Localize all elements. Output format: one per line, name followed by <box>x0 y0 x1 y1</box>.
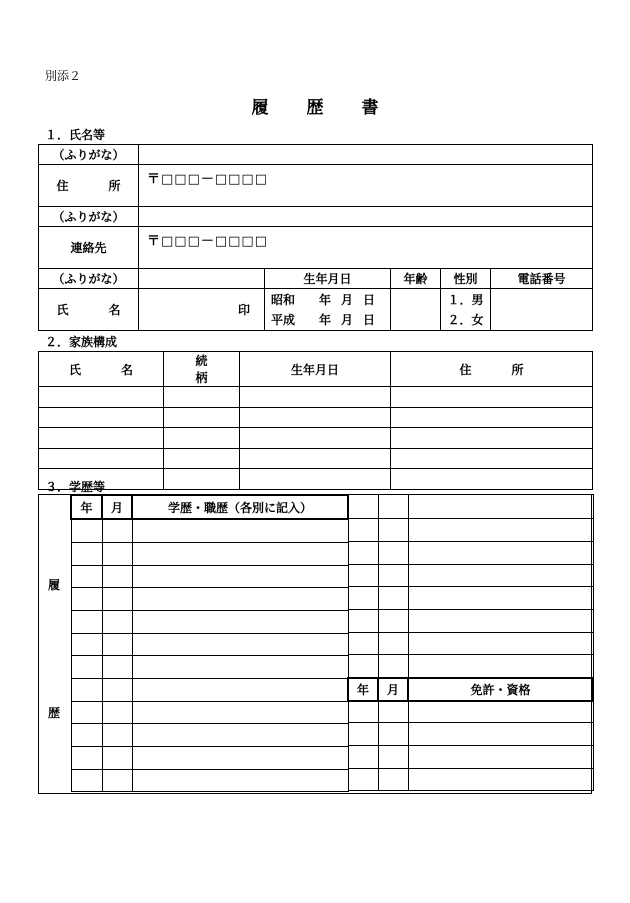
era-heisei: 平成 <box>271 312 296 327</box>
personal-info-table <box>38 144 593 331</box>
family-birth-header: 生年月日 <box>240 352 391 387</box>
table-row <box>348 587 593 610</box>
table-row <box>348 542 593 565</box>
table-row <box>39 428 593 449</box>
license-table <box>347 494 594 791</box>
address-label: 住 所 <box>39 165 139 207</box>
name-label: 氏 名 <box>39 289 139 331</box>
address-field[interactable]: 〒□□□－□□□□ <box>139 165 593 207</box>
table-row <box>348 723 593 746</box>
section2-heading: ２．家族構成 <box>45 335 118 349</box>
table-row <box>348 701 593 723</box>
gender-field[interactable] <box>441 289 491 331</box>
month-char: 月 <box>341 292 354 307</box>
contact-field[interactable]: 〒□□□－□□□□ <box>139 227 593 269</box>
license-detail-header: 免許・資格 <box>408 678 593 701</box>
family-name-header: 氏 名 <box>39 352 164 387</box>
family-table <box>38 351 593 490</box>
table-row <box>348 495 593 519</box>
day-char: 日 <box>363 292 376 307</box>
license-month-header: 月 <box>378 678 408 701</box>
table-row <box>39 408 593 428</box>
table-row <box>71 633 348 655</box>
table-row <box>71 587 348 610</box>
table-row <box>348 769 593 791</box>
table-row <box>71 746 348 769</box>
table-row <box>348 746 593 769</box>
table-row <box>71 655 348 678</box>
family-relation-header: 続 柄 <box>164 352 240 387</box>
name-furigana-field[interactable] <box>139 269 265 289</box>
phone-field[interactable] <box>491 289 593 331</box>
table-row <box>348 655 593 678</box>
side-label-top: 履 <box>47 578 60 592</box>
age-field[interactable] <box>391 289 441 331</box>
table-row <box>71 701 348 723</box>
table-row <box>71 565 348 587</box>
table-row <box>39 449 593 469</box>
page-title: 履歴書 <box>251 98 417 118</box>
table-row <box>71 610 348 633</box>
table-row <box>348 565 593 587</box>
history-year-header: 年 <box>71 495 102 519</box>
table-row <box>39 387 593 408</box>
gender-option-female[interactable]: ２．女 <box>447 312 484 327</box>
name-field[interactable] <box>139 289 265 331</box>
table-row <box>71 769 348 791</box>
contact-furigana-field[interactable] <box>139 207 593 227</box>
table-row <box>71 519 348 542</box>
side-label-bottom: 歴 <box>47 706 60 720</box>
table-row <box>348 610 593 633</box>
table-row <box>71 678 348 701</box>
gender-option-male[interactable]: １．男 <box>447 292 484 307</box>
section1-heading: １．氏名等 <box>45 128 106 142</box>
year-char: 年 <box>319 312 332 327</box>
furigana-label: （ふりがな） <box>39 269 139 289</box>
age-header: 年齢 <box>391 269 441 289</box>
table-row <box>71 723 348 746</box>
phone-header: 電話番号 <box>491 269 593 289</box>
table-row <box>71 542 348 565</box>
seal-mark: 印 <box>237 303 250 317</box>
history-detail-header: 学歴・職歴（各別に記入） <box>132 495 348 519</box>
day-char: 日 <box>363 312 376 327</box>
month-char: 月 <box>341 312 354 327</box>
birth-date-field[interactable] <box>265 289 391 331</box>
section3-heading: ３．学歴等 <box>45 480 106 494</box>
table-row <box>39 469 593 490</box>
attachment-label: 別添２ <box>45 69 82 83</box>
era-showa: 昭和 <box>271 292 296 307</box>
history-month-header: 月 <box>102 495 132 519</box>
birth-date-header: 生年月日 <box>265 269 391 289</box>
license-year-header: 年 <box>348 678 378 701</box>
furigana-label: （ふりがな） <box>39 207 139 227</box>
gender-header: 性別 <box>441 269 491 289</box>
address-furigana-field[interactable] <box>139 145 593 165</box>
family-address-header: 住 所 <box>391 352 593 387</box>
year-char: 年 <box>319 292 332 307</box>
table-row <box>348 519 593 542</box>
contact-label: 連絡先 <box>39 227 139 269</box>
furigana-label: （ふりがな） <box>39 145 139 165</box>
education-history-table <box>70 494 349 792</box>
table-row <box>348 633 593 655</box>
